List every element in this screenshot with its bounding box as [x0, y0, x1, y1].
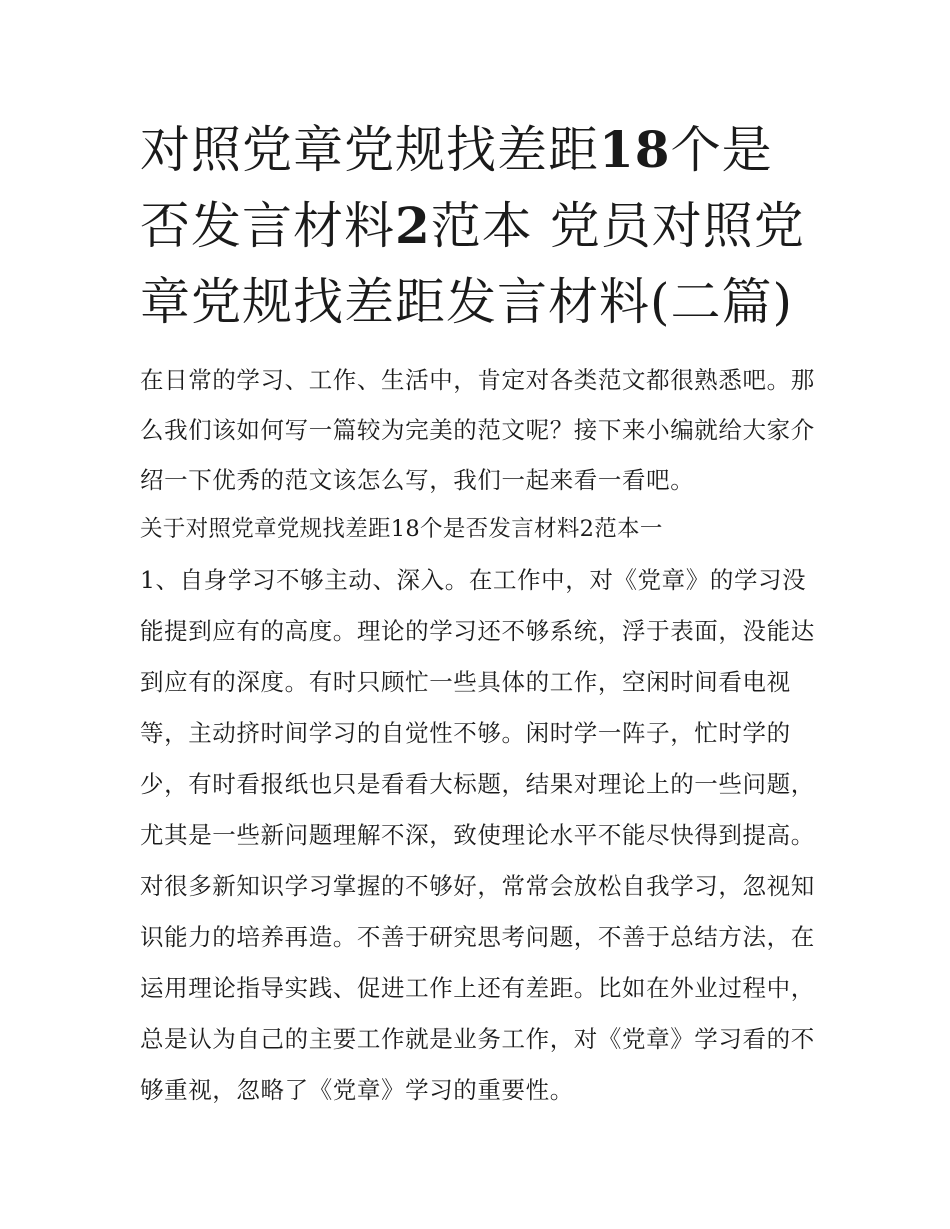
title-text-part1: 对照党章党规找差距	[140, 121, 599, 179]
section-heading: 关于对照党章党规找差距18个是否发言材料2范本一	[140, 516, 663, 542]
title-text-part2: 个是否发言材料	[140, 121, 773, 255]
title-number-2: 2	[395, 196, 431, 255]
title-text-part3: 范本 党员对照党章党规找差距发言材料(二篇)	[140, 197, 805, 331]
document-body	[140, 355, 815, 1116]
document-title	[140, 112, 820, 340]
point-1-paragraph: 1、自身学习不够主动、深入。在工作中，对《党章》的学习没能提到应有的高度。理论的学习还不够系统，浮于表面，没能达到应有的深度。有时只顾忙一些具体的工作，空闲时间看电视等，主动挤时间学习的自觉性不够。闲时学一阵子，忙时学的少，有时看报纸也只是看看大标题，结果对理论上的一些问题，尤其是一些新问题理解不深，致使理论水平不能尽快得到提高。对很多新知识学习掌握的不够好，常常会放松自我学习，忽视知识能力的培养再造。不善于研究思考问题，不善于总结方法，在运用理论指导实践、促进工作上还有差距。比如在外业过程中，总是认为自己的主要工作就是业务工作，对《党章》学习看的不够重视，忽略了《党章》学习的重要性。	[140, 566, 815, 1104]
title-number-18: 18	[599, 120, 671, 179]
intro-paragraph: 在日常的学习、工作、生活中，肯定对各类范文都很熟悉吧。那么我们该如何写一篇较为完美的范文呢？接下来小编就给大家介绍一下优秀的范文该怎么写，我们一起来看一看吧。	[140, 366, 815, 494]
